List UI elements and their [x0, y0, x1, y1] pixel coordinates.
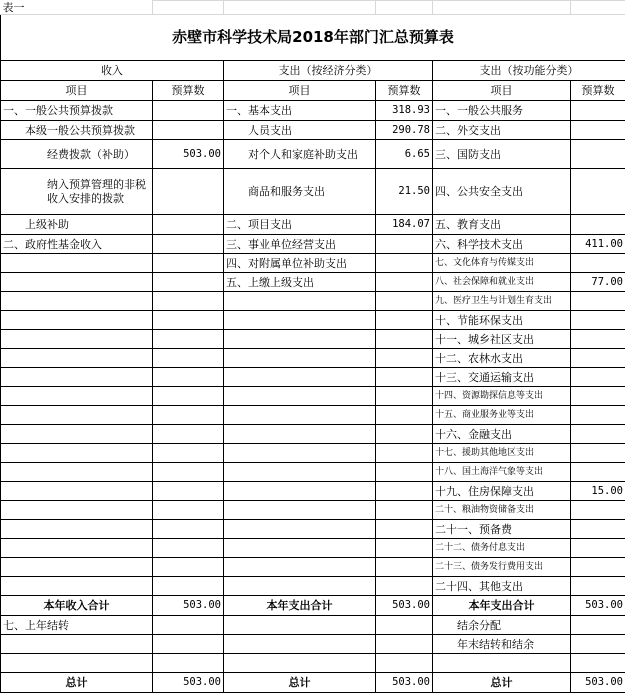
total-exp-label: 本年支出合计 [224, 596, 376, 616]
exp-func-item: 十八、国土海洋气象等支出 [433, 463, 571, 482]
income-item: 一、一般公共预算拨款 [1, 101, 153, 121]
table-row [1, 406, 625, 425]
exp-econ-item [224, 482, 376, 501]
exp-func-amount [571, 330, 625, 349]
col-header-amount: 预算数 [153, 81, 224, 101]
exp-econ-section-header: 支出（按经济分类） [224, 61, 433, 81]
total-func-value: 503.00 [571, 596, 625, 616]
exp-econ-amount [376, 311, 433, 330]
exp-econ-item [224, 330, 376, 349]
exp-econ-amount [376, 254, 433, 273]
income-amount [153, 558, 224, 577]
exp-func-item: 十三、交通运输支出 [433, 368, 571, 387]
exp-func-item: 九、医疗卫生与计划生育支出 [433, 292, 571, 311]
exp-econ-amount [376, 444, 433, 463]
exp-econ-item [224, 311, 376, 330]
grand-total-label: 总计 [1, 673, 153, 693]
exp-func-item: 十五、商业服务业等支出 [433, 406, 571, 425]
exp-econ-amount [376, 539, 433, 558]
income-amount [153, 406, 224, 425]
exp-func-section-header: 支出（按功能分类） [433, 61, 625, 81]
income-item [1, 387, 153, 406]
income-item [1, 501, 153, 520]
exp-func-amount [571, 121, 625, 140]
exp-econ-item: 对个人和家庭补助支出 [224, 140, 376, 169]
table-row [1, 121, 625, 140]
income-item [1, 349, 153, 368]
exp-func-amount [571, 215, 625, 235]
exp-econ-item [224, 501, 376, 520]
income-amount: 503.00 [153, 140, 224, 169]
income-amount [153, 482, 224, 501]
exp-func-amount [571, 101, 625, 121]
income-item [1, 330, 153, 349]
table-row [1, 311, 625, 330]
income-item: 上级补助 [1, 215, 153, 235]
carry-over-item2: 年末结转和结余 [433, 635, 571, 654]
grand-total-value: 503.00 [376, 673, 433, 693]
table-row [1, 463, 625, 482]
exp-func-item: 六、科学技术支出 [433, 235, 571, 254]
table-row [1, 292, 625, 311]
table-row [1, 387, 625, 406]
income-amount [153, 101, 224, 121]
income-amount [153, 520, 224, 539]
col-header-amount: 预算数 [376, 81, 433, 101]
col-header-item: 项目 [224, 81, 376, 101]
grand-total-label: 总计 [224, 673, 376, 693]
income-amount [153, 539, 224, 558]
income-amount [153, 425, 224, 444]
income-amount [153, 121, 224, 140]
exp-func-amount [571, 292, 625, 311]
income-item: 二、政府性基金收入 [1, 235, 153, 254]
income-section-header: 收入 [1, 61, 224, 81]
total-func-label: 本年支出合计 [433, 596, 571, 616]
income-item [1, 444, 153, 463]
exp-func-item: 十一、城乡社区支出 [433, 330, 571, 349]
exp-econ-amount: 184.07 [376, 215, 433, 235]
income-item [1, 425, 153, 444]
exp-func-amount [571, 387, 625, 406]
income-amount [153, 169, 224, 215]
exp-func-amount: 411.00 [571, 235, 625, 254]
exp-econ-item [224, 368, 376, 387]
table-row [1, 330, 625, 349]
income-item [1, 558, 153, 577]
income-item [1, 463, 153, 482]
exp-econ-amount [376, 463, 433, 482]
income-amount [153, 235, 224, 254]
income-amount [153, 444, 224, 463]
income-amount [153, 292, 224, 311]
exp-func-item: 七、文化体育与传媒支出 [433, 254, 571, 273]
exp-econ-amount [376, 292, 433, 311]
exp-econ-item [224, 520, 376, 539]
exp-econ-amount [376, 368, 433, 387]
table-row [1, 444, 625, 463]
exp-econ-amount: 290.78 [376, 121, 433, 140]
exp-func-amount [571, 501, 625, 520]
income-amount [153, 387, 224, 406]
exp-func-item: 三、国防支出 [433, 140, 571, 169]
income-item [1, 539, 153, 558]
income-item [1, 577, 153, 596]
exp-func-item: 二十四、其他支出 [433, 577, 571, 596]
total-income-label: 本年收入合计 [1, 596, 153, 616]
table-row [1, 140, 625, 169]
exp-func-amount [571, 425, 625, 444]
total-income-value: 503.00 [153, 596, 224, 616]
exp-econ-amount [376, 482, 433, 501]
exp-func-item: 四、公共安全支出 [433, 169, 571, 215]
exp-econ-item [224, 292, 376, 311]
exp-econ-amount [376, 406, 433, 425]
exp-econ-amount: 6.65 [376, 140, 433, 169]
exp-econ-item: 商品和服务支出 [224, 169, 376, 215]
table-row [1, 368, 625, 387]
exp-func-item: 二、外交支出 [433, 121, 571, 140]
income-amount [153, 215, 224, 235]
exp-econ-amount [376, 558, 433, 577]
carry-over-label: 七、上年结转 [1, 616, 153, 635]
exp-econ-item [224, 558, 376, 577]
exp-econ-amount [376, 520, 433, 539]
exp-func-item: 十、节能环保支出 [433, 311, 571, 330]
income-item [1, 482, 153, 501]
exp-func-item: 二十一、预备费 [433, 520, 571, 539]
exp-func-amount [571, 368, 625, 387]
income-item [1, 273, 153, 292]
grand-total-label: 总计 [433, 673, 571, 693]
exp-func-amount [571, 254, 625, 273]
col-header-item: 项目 [1, 81, 153, 101]
exp-func-amount [571, 349, 625, 368]
exp-func-item: 一、一般公共服务 [433, 101, 571, 121]
exp-func-item: 十二、农林水支出 [433, 349, 571, 368]
income-item [1, 368, 153, 387]
col-header-item: 项目 [433, 81, 571, 101]
exp-econ-amount [376, 577, 433, 596]
exp-func-amount [571, 311, 625, 330]
exp-econ-item: 一、基本支出 [224, 101, 376, 121]
exp-func-amount [571, 406, 625, 425]
exp-func-item: 十六、金融支出 [433, 425, 571, 444]
exp-func-amount: 77.00 [571, 273, 625, 292]
exp-func-item: 十七、援助其他地区支出 [433, 444, 571, 463]
exp-func-amount [571, 140, 625, 169]
exp-func-amount [571, 520, 625, 539]
exp-econ-amount [376, 235, 433, 254]
exp-func-amount [571, 444, 625, 463]
exp-econ-item [224, 577, 376, 596]
exp-func-amount [571, 463, 625, 482]
exp-econ-item [224, 539, 376, 558]
exp-econ-amount [376, 349, 433, 368]
income-item [1, 254, 153, 273]
income-amount [153, 368, 224, 387]
grand-total-value: 503.00 [153, 673, 224, 693]
sheet-label: 表一 [1, 1, 153, 15]
income-amount [153, 311, 224, 330]
exp-func-amount [571, 577, 625, 596]
table-row [1, 501, 625, 520]
table-row [1, 273, 625, 292]
exp-econ-amount [376, 425, 433, 444]
exp-func-amount: 15.00 [571, 482, 625, 501]
income-amount [153, 254, 224, 273]
income-item [1, 292, 153, 311]
exp-econ-item: 人员支出 [224, 121, 376, 140]
exp-econ-item [224, 463, 376, 482]
exp-econ-item: 三、事业单位经营支出 [224, 235, 376, 254]
table-row [1, 254, 625, 273]
table-row [1, 520, 625, 539]
exp-econ-amount [376, 387, 433, 406]
exp-func-item: 二十二、债务付息支出 [433, 539, 571, 558]
table-row [1, 482, 625, 501]
exp-func-amount [571, 169, 625, 215]
table-row [1, 169, 625, 215]
exp-econ-item [224, 425, 376, 444]
income-item: 纳入预算管理的非税收入安排的拨款 [1, 169, 153, 215]
income-item: 本级一般公共预算拨款 [1, 121, 153, 140]
exp-econ-item [224, 387, 376, 406]
income-amount [153, 501, 224, 520]
exp-func-item: 十四、资源勘探信息等支出 [433, 387, 571, 406]
exp-func-item: 八、社会保障和就业支出 [433, 273, 571, 292]
exp-econ-amount: 21.50 [376, 169, 433, 215]
exp-econ-amount [376, 330, 433, 349]
grand-total-value: 503.00 [571, 673, 625, 693]
exp-func-amount [571, 558, 625, 577]
exp-func-item: 二十、粮油物资储备支出 [433, 501, 571, 520]
table-row [1, 539, 625, 558]
total-exp-value: 503.00 [376, 596, 433, 616]
exp-func-item: 二十三、债务发行费用支出 [433, 558, 571, 577]
income-amount [153, 273, 224, 292]
exp-econ-item: 五、上缴上级支出 [224, 273, 376, 292]
table-row [1, 558, 625, 577]
exp-func-item: 十九、住房保障支出 [433, 482, 571, 501]
exp-func-item: 五、教育支出 [433, 215, 571, 235]
exp-func-amount [571, 539, 625, 558]
income-item [1, 406, 153, 425]
exp-econ-item: 四、对附属单位补助支出 [224, 254, 376, 273]
exp-econ-amount [376, 273, 433, 292]
income-amount [153, 577, 224, 596]
exp-econ-item: 二、项目支出 [224, 215, 376, 235]
income-item [1, 311, 153, 330]
income-item: 经费拨款（补助） [1, 140, 153, 169]
carry-over-item1: 结余分配 [433, 616, 571, 635]
table-row [1, 349, 625, 368]
income-amount [153, 463, 224, 482]
table-row [1, 425, 625, 444]
exp-econ-item [224, 444, 376, 463]
table-row [1, 101, 625, 121]
table-row [1, 577, 625, 596]
exp-econ-item [224, 406, 376, 425]
exp-econ-amount: 318.93 [376, 101, 433, 121]
page-title: 赤壁市科学技术局2018年部门汇总预算表 [1, 15, 625, 61]
income-amount [153, 330, 224, 349]
income-item [1, 520, 153, 539]
col-header-amount: 预算数 [571, 81, 625, 101]
exp-econ-item [224, 349, 376, 368]
table-row [1, 235, 625, 254]
table-row [1, 215, 625, 235]
exp-econ-amount [376, 501, 433, 520]
income-amount [153, 349, 224, 368]
